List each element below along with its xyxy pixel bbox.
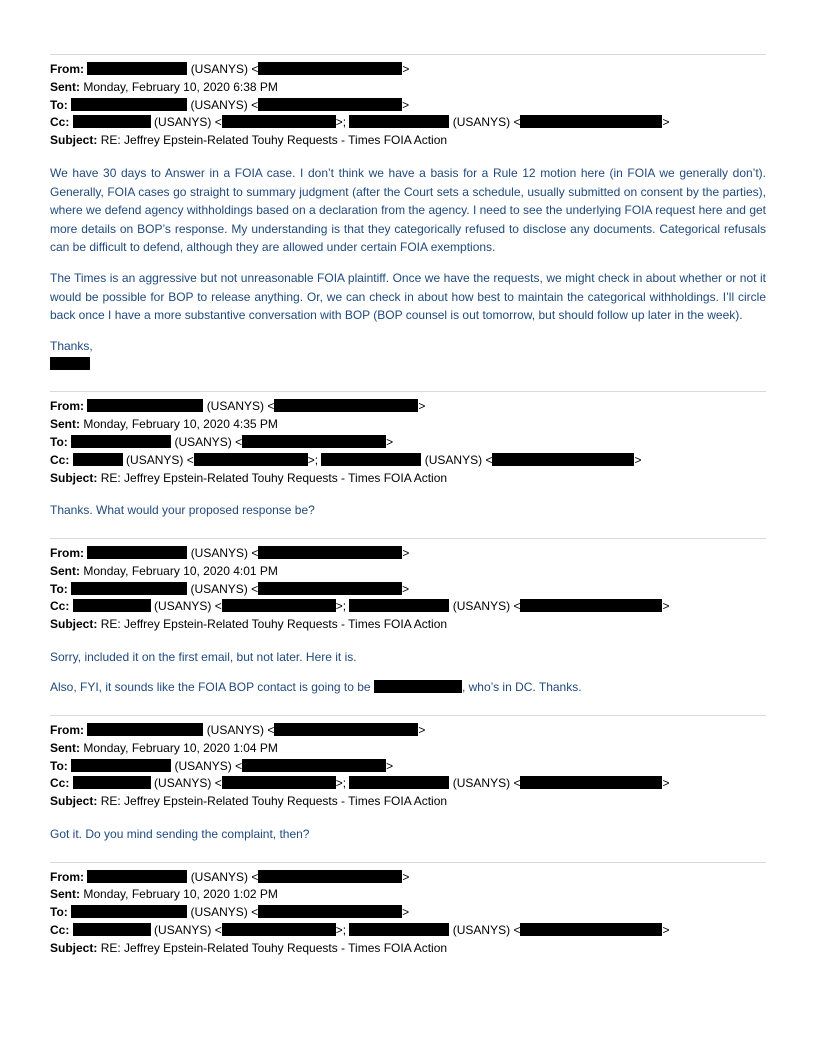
body-paragraph: Thanks. What would your proposed response be? [50,503,315,518]
sent-date: Monday, February 10, 2020 1:04 PM [83,740,278,755]
to-label: To: [50,434,68,449]
email-header [50,722,766,811]
redaction [222,923,336,936]
redaction [349,599,449,612]
redaction [349,776,449,789]
to-label: To: [50,97,68,112]
redaction [50,357,90,370]
redaction [258,582,402,595]
sent-line [50,886,766,904]
redaction [222,599,336,612]
subject-line [50,940,766,958]
redaction [349,115,449,128]
sent-line [50,416,766,434]
redaction [73,776,151,789]
redaction [71,98,187,111]
redaction [274,399,418,412]
to-line: To: (USANYS) < > [50,905,410,920]
email-thread [50,54,766,958]
redaction [492,453,634,466]
subject-text: RE: Jeffrey Epstein-Related Touhy Requests - Times FOIA Action [100,470,448,485]
redaction [73,453,123,466]
subject-text: RE: Jeffrey Epstein-Related Touhy Requests - Times FOIA Action [100,794,448,809]
subject-label: Subject: [50,133,98,148]
redaction [71,435,171,448]
redaction [194,453,308,466]
redaction [520,115,662,128]
to-label: To: [50,581,68,596]
cc-line: Cc: (USANYS) < >; (USANYS) < > [50,599,670,614]
cc-line: Cc: (USANYS) < >; (USANYS) < > [50,776,670,791]
redaction [71,905,187,918]
redaction [242,759,386,772]
redaction [258,870,402,883]
subject-label: Subject: [50,940,98,955]
sent-label: Sent: [50,740,80,755]
sent-line [50,563,766,581]
redaction [87,723,203,736]
redaction [258,98,402,111]
subject-text: RE: Jeffrey Epstein-Related Touhy Requests - Times FOIA Action [100,133,448,148]
from-line: From: (USANYS) < > [50,62,410,76]
separator [50,391,766,392]
email-body [50,825,766,844]
cc-label: Cc: [50,599,70,614]
subject-line [50,616,766,634]
sent-date: Monday, February 10, 2020 6:38 PM [83,79,278,94]
from-label: From: [50,399,84,414]
redaction [520,599,662,612]
redaction [73,923,151,936]
subject-line [50,132,766,150]
redaction [71,582,187,595]
subject-label: Subject: [50,470,98,485]
subject-line [50,793,766,811]
redaction [222,776,336,789]
from-label: From: [50,723,84,738]
redaction [258,546,402,559]
sent-date: Monday, February 10, 2020 1:02 PM [83,887,278,902]
email-header [50,61,766,150]
from-line: From: (USANYS) < > [50,545,410,560]
body-paragraph: Sorry, included it on the first email, but not later. Here it is. [50,649,357,664]
sent-label: Sent: [50,417,80,432]
body-paragraph: The Times is an aggressive but not unreasonable FOIA plaintiff. Once we have the requests, we might check in about whether or not it would be possible for BOP to release anything. Or, we can check in about how best to maintain the categorical withholdings. I’ll circle back once I have a more substantive conversation with BOP (BOP counsel is out tomorrow, but should follow up later in the week). [50,270,766,323]
redaction [349,923,449,936]
email-body [50,501,766,520]
body-paragraph: Thanks, [50,338,93,353]
from-label: From: [50,545,84,560]
subject-label: Subject: [50,794,98,809]
email-header [50,398,766,487]
redaction [87,62,187,75]
sent-label: Sent: [50,563,80,578]
email-body [50,164,766,373]
redaction [258,905,402,918]
sent-label: Sent: [50,79,80,94]
sent-label: Sent: [50,887,80,902]
redaction [87,399,203,412]
from-line: From: (USANYS) < > [50,723,426,738]
to-line: To: (USANYS) < > [50,758,394,773]
redaction [274,723,418,736]
redaction [321,453,421,466]
sent-line [50,79,766,97]
cc-line: Cc: (USANYS) < >; (USANYS) < > [50,115,670,130]
email-header [50,545,766,634]
to-line: To: (USANYS) < > [50,434,394,449]
to-label: To: [50,758,68,773]
redaction [71,759,171,772]
redaction [222,115,336,128]
body-paragraph: We have 30 days to Answer in a FOIA case. I don’t think we have a basis for a Rule 12 motion here (in FOIA we generally don’t). Generally, FOIA cases go straight to summary judgment (after the Court sets a schedule, usually submitted on consent by the parties), where we defend agency withholdings based on a declaration from the agency. I need to see the underlying FOIA request here and get more details on BOP’s response. My understanding is that they categorically refused to disclose any documents. Categorical refusals can be difficult to defend, although they are allowed under certain FOIA exemptions. [50,165,766,255]
to-line: To: (USANYS) < > [50,97,410,112]
from-line: From: (USANYS) < > [50,399,426,414]
body-paragraph: Got it. Do you mind sending the complaint, then? [50,827,310,842]
sent-date: Monday, February 10, 2020 4:35 PM [83,417,278,432]
from-label: From: [50,869,84,884]
redaction [87,870,187,883]
redaction [374,680,462,693]
to-line: To: (USANYS) < > [50,581,410,596]
subject-text: RE: Jeffrey Epstein-Related Touhy Requests - Times FOIA Action [100,940,448,955]
cc-line: Cc: (USANYS) < >; (USANYS) < > [50,452,642,467]
separator [50,862,766,863]
redaction [73,115,151,128]
subject-text: RE: Jeffrey Epstein-Related Touhy Requests - Times FOIA Action [100,617,448,632]
email-header [50,869,766,958]
sent-date: Monday, February 10, 2020 4:01 PM [83,563,278,578]
redaction [258,62,402,75]
from-line: From: (USANYS) < > [50,869,410,884]
redaction [73,599,151,612]
cc-label: Cc: [50,776,70,791]
separator [50,715,766,716]
signature [50,355,766,373]
from-label: From: [50,62,84,76]
to-label: To: [50,905,68,920]
redaction [242,435,386,448]
redaction [87,546,187,559]
cc-line: Cc: (USANYS) < >; (USANYS) < > [50,923,670,938]
subject-label: Subject: [50,617,98,632]
email-body [50,648,766,697]
redaction [520,776,662,789]
separator [50,538,766,539]
cc-label: Cc: [50,923,70,938]
separator [50,54,766,55]
redaction [520,923,662,936]
cc-label: Cc: [50,452,70,467]
body-paragraph: Also, FYI, it sounds like the FOIA BOP contact is going to be , who’s in DC. Thanks. [50,680,582,695]
subject-line [50,470,766,488]
sent-line [50,740,766,758]
cc-label: Cc: [50,115,70,130]
